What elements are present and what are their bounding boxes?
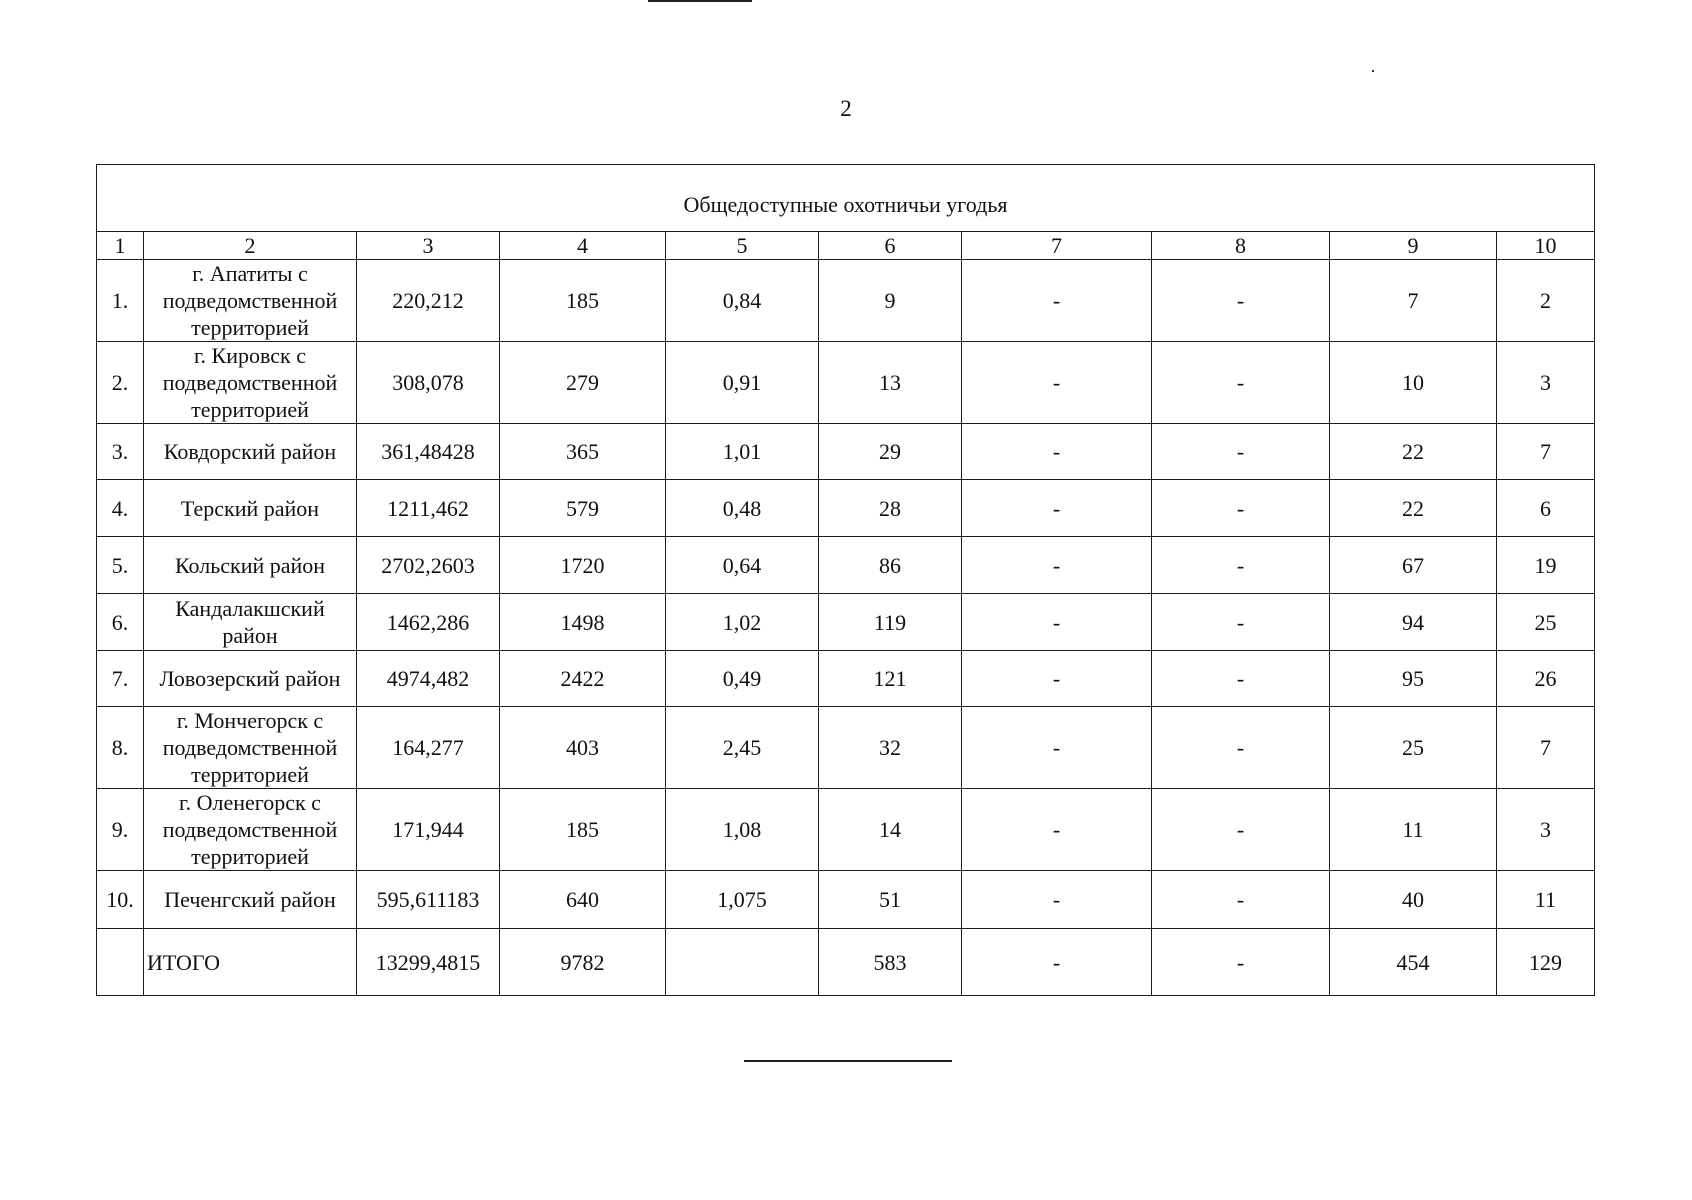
cell-col3: 1211,462 bbox=[357, 480, 500, 537]
cell-col6: 29 bbox=[819, 424, 962, 480]
table-row bbox=[97, 260, 1595, 342]
cell-col5: 0,49 bbox=[666, 651, 819, 707]
table-row bbox=[97, 789, 1595, 871]
row-number: 5. bbox=[97, 537, 144, 594]
total-col6: 583 bbox=[819, 929, 962, 996]
cell-col6: 13 bbox=[819, 342, 962, 424]
cell-col9: 22 bbox=[1330, 424, 1497, 480]
row-number: 10. bbox=[97, 871, 144, 929]
cell-col9: 25 bbox=[1330, 707, 1497, 789]
page-number: 2 bbox=[840, 96, 852, 121]
cell-col8: - bbox=[1152, 480, 1330, 537]
table-title-cell bbox=[97, 165, 1595, 232]
cell-col8: - bbox=[1152, 707, 1330, 789]
column-number: 6 bbox=[819, 232, 962, 260]
table-title: Общедоступные охотничьи угодья bbox=[683, 191, 1008, 217]
row-number: 3. bbox=[97, 424, 144, 480]
total-col5 bbox=[666, 929, 819, 996]
cell-col4: 579 bbox=[500, 480, 666, 537]
total-col8: - bbox=[1152, 929, 1330, 996]
cell-col5: 1,02 bbox=[666, 594, 819, 651]
cell-col5: 1,075 bbox=[666, 871, 819, 929]
cell-col7: - bbox=[962, 871, 1152, 929]
territory-name: Кандалакшский район bbox=[144, 594, 357, 651]
cell-col3: 595,611183 bbox=[357, 871, 500, 929]
cell-col3: 4974,482 bbox=[357, 651, 500, 707]
row-number: 6. bbox=[97, 594, 144, 651]
cell-col5: 0,91 bbox=[666, 342, 819, 424]
column-number: 5 bbox=[666, 232, 819, 260]
cell-col6: 119 bbox=[819, 594, 962, 651]
cell-col5: 1,01 bbox=[666, 424, 819, 480]
cell-col4: 1498 bbox=[500, 594, 666, 651]
cell-col4: 185 bbox=[500, 260, 666, 342]
table-row bbox=[97, 424, 1595, 480]
cell-col4: 365 bbox=[500, 424, 666, 480]
cell-col10: 26 bbox=[1497, 651, 1595, 707]
cell-col10: 7 bbox=[1497, 424, 1595, 480]
cell-col7: - bbox=[962, 594, 1152, 651]
cell-col9: 11 bbox=[1330, 789, 1497, 871]
cell-col7: - bbox=[962, 480, 1152, 537]
cell-col4: 403 bbox=[500, 707, 666, 789]
cell-col3: 308,078 bbox=[357, 342, 500, 424]
bottom-rule bbox=[744, 1060, 952, 1062]
cell-col6: 32 bbox=[819, 707, 962, 789]
cell-col9: 95 bbox=[1330, 651, 1497, 707]
cell-col6: 51 bbox=[819, 871, 962, 929]
cell-col10: 6 bbox=[1497, 480, 1595, 537]
cell-col7: - bbox=[962, 651, 1152, 707]
cell-col4: 640 bbox=[500, 871, 666, 929]
table-title-row bbox=[97, 165, 1595, 232]
cell-col9: 7 bbox=[1330, 260, 1497, 342]
territory-name: Кольский район bbox=[144, 537, 357, 594]
total-col9: 454 bbox=[1330, 929, 1497, 996]
territory-name: г. Кировск с подведомственной территорией bbox=[144, 342, 357, 424]
total-col7: - bbox=[962, 929, 1152, 996]
table-row bbox=[97, 480, 1595, 537]
cell-col7: - bbox=[962, 707, 1152, 789]
cell-col8: - bbox=[1152, 537, 1330, 594]
column-number-row bbox=[97, 232, 1595, 260]
top-rule bbox=[648, 0, 752, 2]
cell-col7: - bbox=[962, 342, 1152, 424]
cell-col5: 2,45 bbox=[666, 707, 819, 789]
row-number: 4. bbox=[97, 480, 144, 537]
territory-name: Терский район bbox=[144, 480, 357, 537]
cell-col6: 28 bbox=[819, 480, 962, 537]
territory-name: г. Апатиты с подведомственной территорией bbox=[144, 260, 357, 342]
scan-dot bbox=[1372, 70, 1374, 72]
column-number: 7 bbox=[962, 232, 1152, 260]
cell-col5: 0,84 bbox=[666, 260, 819, 342]
table-row bbox=[97, 342, 1595, 424]
cell-col10: 19 bbox=[1497, 537, 1595, 594]
territory-name: Ловозерский район bbox=[144, 651, 357, 707]
total-label: ИТОГО bbox=[144, 929, 357, 996]
cell-col10: 11 bbox=[1497, 871, 1595, 929]
cell-col6: 86 bbox=[819, 537, 962, 594]
column-number: 3 bbox=[357, 232, 500, 260]
cell-col10: 25 bbox=[1497, 594, 1595, 651]
table-row bbox=[97, 707, 1595, 789]
cell-col10: 7 bbox=[1497, 707, 1595, 789]
column-number: 1 bbox=[97, 232, 144, 260]
column-number: 2 bbox=[144, 232, 357, 260]
cell-col9: 40 bbox=[1330, 871, 1497, 929]
cell-col8: - bbox=[1152, 789, 1330, 871]
total-number-cell bbox=[97, 929, 144, 996]
cell-col4: 185 bbox=[500, 789, 666, 871]
total-col4: 9782 bbox=[500, 929, 666, 996]
cell-col9: 94 bbox=[1330, 594, 1497, 651]
cell-col10: 3 bbox=[1497, 789, 1595, 871]
cell-col3: 164,277 bbox=[357, 707, 500, 789]
cell-col7: - bbox=[962, 789, 1152, 871]
cell-col8: - bbox=[1152, 651, 1330, 707]
cell-col6: 9 bbox=[819, 260, 962, 342]
hunting-grounds-table bbox=[96, 164, 1595, 996]
table-row bbox=[97, 594, 1595, 651]
territory-name: г. Мончегорск с подведомственной территорией bbox=[144, 707, 357, 789]
column-number: 4 bbox=[500, 232, 666, 260]
territory-name: Ковдорский район bbox=[144, 424, 357, 480]
cell-col8: - bbox=[1152, 871, 1330, 929]
table-row bbox=[97, 871, 1595, 929]
cell-col10: 3 bbox=[1497, 342, 1595, 424]
table-row bbox=[97, 651, 1595, 707]
cell-col8: - bbox=[1152, 342, 1330, 424]
cell-col5: 0,64 bbox=[666, 537, 819, 594]
cell-col8: - bbox=[1152, 594, 1330, 651]
territory-name: Печенгский район bbox=[144, 871, 357, 929]
cell-col3: 171,944 bbox=[357, 789, 500, 871]
cell-col10: 2 bbox=[1497, 260, 1595, 342]
territory-name: г. Оленегорск с подведомственной территорией bbox=[144, 789, 357, 871]
row-number: 7. bbox=[97, 651, 144, 707]
cell-col8: - bbox=[1152, 260, 1330, 342]
cell-col4: 279 bbox=[500, 342, 666, 424]
column-number: 9 bbox=[1330, 232, 1497, 260]
row-number: 2. bbox=[97, 342, 144, 424]
cell-col7: - bbox=[962, 260, 1152, 342]
cell-col3: 2702,2603 bbox=[357, 537, 500, 594]
cell-col4: 2422 bbox=[500, 651, 666, 707]
cell-col4: 1720 bbox=[500, 537, 666, 594]
cell-col5: 0,48 bbox=[666, 480, 819, 537]
column-number: 10 bbox=[1497, 232, 1595, 260]
cell-col9: 22 bbox=[1330, 480, 1497, 537]
total-col10: 129 bbox=[1497, 929, 1595, 996]
cell-col7: - bbox=[962, 537, 1152, 594]
column-number: 8 bbox=[1152, 232, 1330, 260]
cell-col6: 14 bbox=[819, 789, 962, 871]
table-row bbox=[97, 537, 1595, 594]
cell-col5: 1,08 bbox=[666, 789, 819, 871]
cell-col8: - bbox=[1152, 424, 1330, 480]
cell-col3: 1462,286 bbox=[357, 594, 500, 651]
row-number: 1. bbox=[97, 260, 144, 342]
cell-col6: 121 bbox=[819, 651, 962, 707]
total-row bbox=[97, 929, 1595, 996]
cell-col9: 10 bbox=[1330, 342, 1497, 424]
cell-col9: 67 bbox=[1330, 537, 1497, 594]
cell-col7: - bbox=[962, 424, 1152, 480]
cell-col3: 220,212 bbox=[357, 260, 500, 342]
total-col3: 13299,4815 bbox=[357, 929, 500, 996]
cell-col3: 361,48428 bbox=[357, 424, 500, 480]
row-number: 9. bbox=[97, 789, 144, 871]
row-number: 8. bbox=[97, 707, 144, 789]
